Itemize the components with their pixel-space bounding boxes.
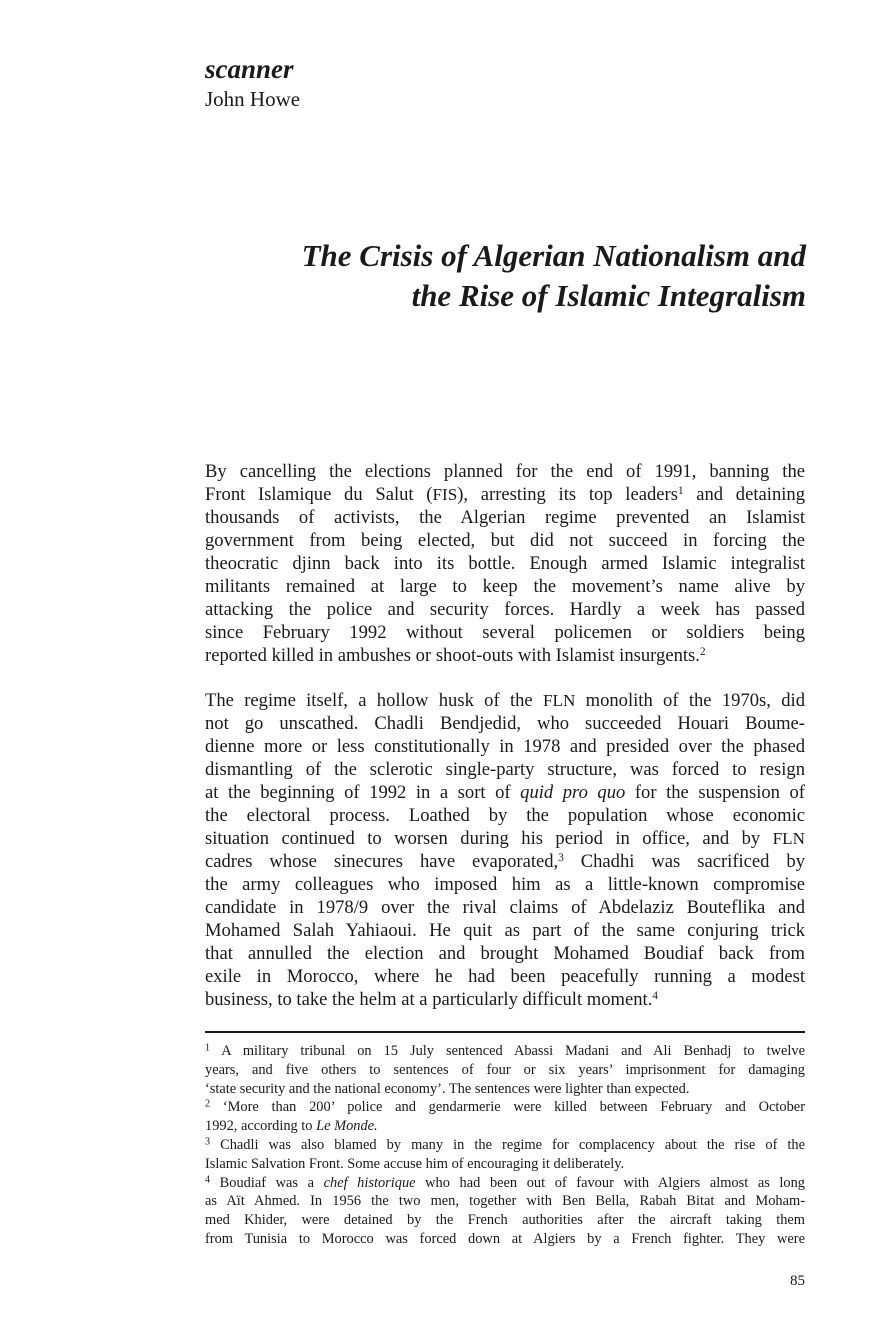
footnote-ref-3: 3: [558, 851, 564, 864]
body-line: dienne more or less constitutionally in 1978 and presided over the phased: [205, 736, 805, 757]
footnote-ref-1: 1: [677, 484, 684, 497]
footnote-line: as Aït Ahmed. In 1956 the two men, together with Ben Bella, Rabah Bitat and Moham-: [205, 1193, 805, 1210]
footnote-line: ‘state security and the national economy’. The sentences were lighter than expected.: [205, 1080, 690, 1097]
footnote-3: $^3$ Chadli was also blamed by many in the regime for complacency about the rise of the: [205, 1136, 805, 1153]
section-label: scanner: [205, 54, 294, 84]
body-line: that annulled the election and brought Mohamed Boudiaf back from: [205, 943, 805, 964]
footnote-ref-4: 4: [652, 989, 658, 1002]
article-title-line-1: The Crisis of Algerian Nationalism and: [301, 238, 806, 273]
footnote-divider: [205, 1031, 805, 1033]
body-line: at the beginning of 1992 in a sort of quid pro quo for the suspension of: [205, 782, 805, 803]
fln-abbreviation: FLN: [542, 691, 576, 710]
body-line: government from being elected, but did not succeed in forcing the: [205, 530, 805, 551]
footnote-line: 1992, according to Le Monde.: [205, 1118, 378, 1135]
page-number: 85: [790, 1273, 805, 1289]
fis-abbreviation: FIS: [432, 485, 458, 504]
body-line: dismantling of the sclerotic single-party structure, was forced to resign: [205, 759, 805, 780]
footnote-mark: 4: [205, 1174, 211, 1186]
body-paragraph-1: [205, 460, 805, 667]
body-line: The regime itself, a hollow husk of the FLN monolith of the 1970s, did: [205, 690, 805, 711]
body-line: candidate in 1978/9 over the rival claims of Abdelaziz Bouteflika and: [205, 897, 805, 918]
footnote-mark: 3: [205, 1136, 211, 1148]
footnote-line: med Khider, were detained by the French authorities after the aircraft taking them: [205, 1212, 805, 1229]
article-title-line-2: the Rise of Islamic Integralism: [411, 278, 806, 313]
body-line: Mohamed Salah Yahiaoui. He quit as part of the same conjuring trick: [205, 920, 805, 941]
body-line: Front Islamique du Salut (FIS), arresting its top leaders$^1$ and detaining: [205, 484, 805, 505]
author-name: John Howe: [205, 87, 301, 111]
fln-abbreviation: FLN: [772, 829, 805, 848]
footnote-mark: 2: [205, 1098, 211, 1110]
footnotes: [205, 1042, 805, 1249]
body-line: By cancelling the elections planned for the end of 1991, banning the: [205, 461, 805, 482]
italic-phrase: chef historique: [323, 1174, 416, 1191]
footnote-line: from Tunisia to Morocco was forced down at Algiers by a French fighter. They were: [205, 1230, 805, 1247]
body-line: the army colleagues who imposed him as a little-known compromise: [205, 874, 805, 895]
footnote-4: $^4$ Boudiaf was a chef historique who had been out of favour with Algiers almost as long: [205, 1174, 805, 1191]
body-line: exile in Morocco, where he had been peacefully running a modest: [205, 966, 805, 987]
body-line: militants remained at large to keep the movement’s name alive by: [205, 576, 805, 597]
footnote-1: $^1$ A military tribunal on 15 July sentenced Abassi Madani and Ali Benhadj to twelve: [205, 1042, 805, 1059]
article-title: [186, 236, 806, 316]
body-paragraph-2: [205, 689, 805, 1011]
body-line: business, to take the helm at a particularly difficult moment.$^4$: [205, 989, 658, 1010]
body-line: the electoral process. Loathed by the population whose economic: [205, 805, 805, 826]
body-line: attacking the police and security forces. Hardly a week has passed: [205, 599, 805, 620]
footnote-line: Islamic Salvation Front. Some accuse him of encouraging it deliberately.: [205, 1155, 625, 1172]
body-line: not go unscathed. Chadli Bendjedid, who succeeded Houari Boume-: [205, 713, 805, 734]
body-line: thousands of activists, the Algerian regime prevented an Islamist: [205, 507, 805, 528]
italic-source: Le Monde.: [316, 1118, 378, 1135]
italic-phrase: quid pro quo: [520, 782, 626, 803]
body-line: since February 1992 without several policemen or soldiers being: [205, 622, 805, 643]
body-line: reported killed in ambushes or shoot-outs with Islamist insurgents.$^2$: [205, 645, 706, 666]
footnote-2: $^2$ ‘More than 200’ police and gendarmerie were killed between February and October: [205, 1098, 805, 1116]
footnote-line: years, and five others to sentences of four or six years’ imprisonment for damaging: [205, 1061, 805, 1078]
footnote-mark: 1: [205, 1042, 211, 1054]
body-line: theocratic djinn back into its bottle. Enough armed Islamic integralist: [205, 553, 805, 574]
body-line: cadres whose sinecures have evaporated,$^3$ Chadhi was sacrificed by: [205, 851, 806, 872]
footnote-ref-2: 2: [699, 645, 706, 658]
body-line: situation continued to worsen during his period in office, and by FLN: [205, 828, 805, 849]
